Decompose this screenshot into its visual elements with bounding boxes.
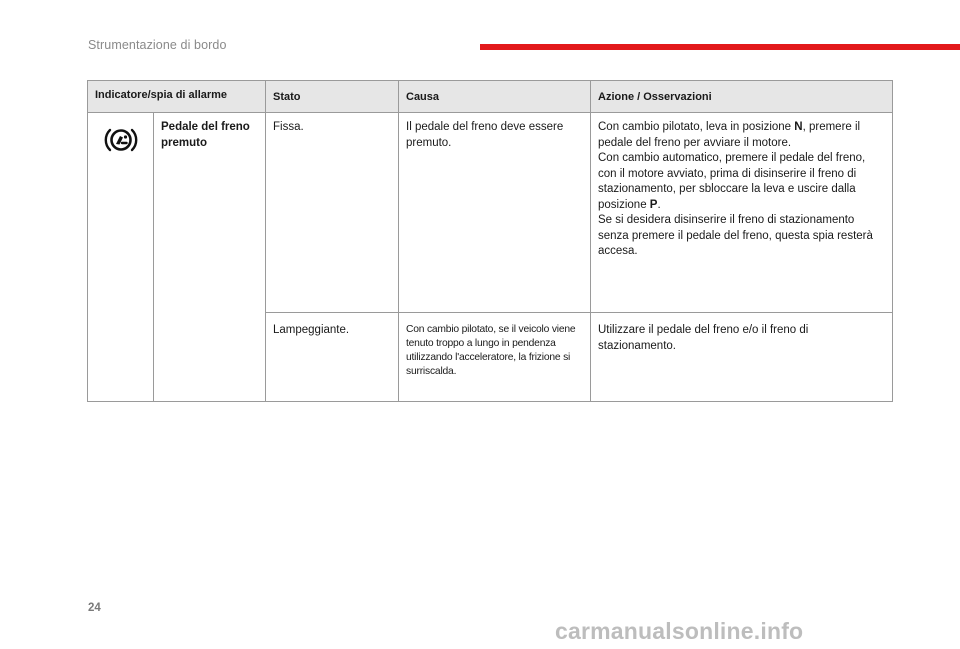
section-title: Strumentazione di bordo bbox=[88, 38, 227, 52]
gear-position-p: P bbox=[649, 198, 658, 211]
action-text: , premere il pedale del freno per avviare il motore. bbox=[598, 121, 861, 149]
state-cell: Fissa. bbox=[266, 113, 399, 313]
action-text: . bbox=[657, 198, 661, 211]
action-cell bbox=[591, 113, 893, 313]
indicator-name: Pedale del freno premuto bbox=[154, 113, 266, 402]
column-header-state: Stato bbox=[266, 81, 399, 113]
action-text: Con cambio automatico, premere il pedale del freno, con il motore avviato, prima di disinserire il freno di stazionamento, per sbloccare la leva e uscire dalla posizione bbox=[598, 152, 866, 211]
header-accent-bar bbox=[480, 44, 960, 50]
page-number: 24 bbox=[88, 602, 101, 614]
column-header-cause: Causa bbox=[399, 81, 591, 113]
action-text: Se si desidera disinserire il freno di stazionamento senza premere il pedale del freno, questa spia resterà accesa. bbox=[598, 214, 873, 257]
cause-cell: Il pedale del freno deve essere premuto. bbox=[399, 113, 591, 313]
table-row bbox=[88, 113, 893, 313]
column-header-indicator: Indicatore/spia di allarme bbox=[88, 81, 266, 113]
watermark: carmanualsonline.info bbox=[555, 618, 804, 644]
action-cell: Utilizzare il pedale del freno e/o il freno di stazionamento. bbox=[591, 313, 893, 402]
action-text: Con cambio pilotato, leva in posizione bbox=[598, 121, 795, 133]
state-cell: Lampeggiante. bbox=[266, 313, 399, 402]
indicator-icon-cell bbox=[88, 113, 154, 402]
brake-pedal-warning-icon bbox=[103, 125, 139, 155]
table-header-row bbox=[88, 81, 893, 113]
column-header-action: Azione / Osservazioni bbox=[591, 81, 893, 113]
warning-lights-table bbox=[87, 80, 893, 402]
gear-position-n: N bbox=[794, 121, 803, 133]
cause-cell: Con cambio pilotato, se il veicolo viene tenuto troppo a lungo in pendenza utilizzando l'acceleratore, la frizione si surriscalda. bbox=[399, 313, 591, 402]
